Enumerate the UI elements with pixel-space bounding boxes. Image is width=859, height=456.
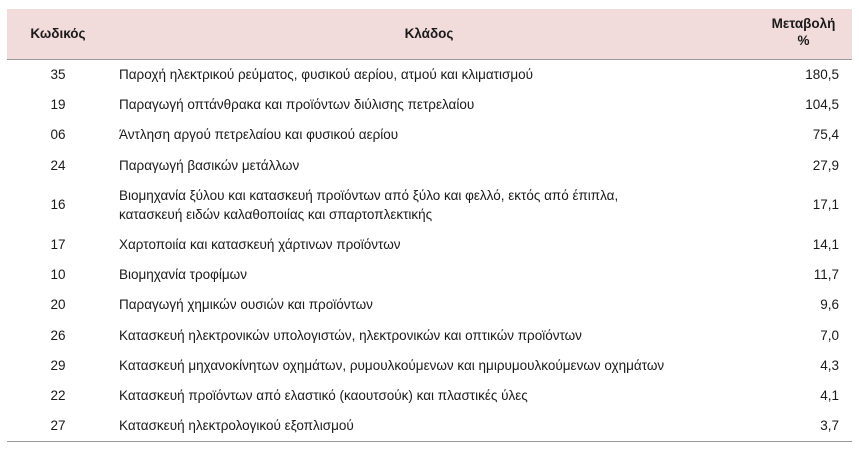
sector-change-table xyxy=(7,9,852,442)
table-row xyxy=(7,290,852,320)
header-code: Κωδικός xyxy=(7,9,109,59)
row-code: 10 xyxy=(50,267,66,283)
row-code: 06 xyxy=(50,127,66,143)
header-change-unit: % xyxy=(797,33,810,48)
table-row xyxy=(7,120,852,150)
table-body xyxy=(7,59,852,441)
row-code: 27 xyxy=(7,411,109,441)
row-change: 9,6 xyxy=(820,297,839,313)
table-row xyxy=(7,180,852,229)
row-code: 20 xyxy=(50,297,66,313)
row-change: 4,3 xyxy=(820,358,839,374)
header-sector: Κλάδος xyxy=(109,9,749,59)
row-sector: Παραγωγή βασικών μετάλλων xyxy=(119,157,300,173)
row-change: 180,5 xyxy=(805,66,839,82)
table-row xyxy=(7,320,852,350)
table-row xyxy=(7,350,852,380)
row-sector-line2: κατασκευή ειδών καλαθοποιίας και σπαρτοπλεκτικής xyxy=(119,206,433,222)
row-code: 29 xyxy=(50,358,66,374)
table-row xyxy=(7,229,852,259)
row-code: 22 xyxy=(50,388,66,404)
row-code: 17 xyxy=(50,236,66,252)
row-change: 3,7 xyxy=(749,411,852,441)
row-change: 17,1 xyxy=(812,197,839,213)
row-sector: Χαρτοποιία και κατασκευή χάρτινων προϊόντων xyxy=(119,236,401,252)
table-row xyxy=(7,150,852,180)
row-change: 4,1 xyxy=(820,388,839,404)
row-sector-line1: Βιομηχανία ξύλου και κατασκευή προϊόντων από ξύλο και φελλό, εκτός από έπιπλα, xyxy=(119,187,619,203)
table-row xyxy=(7,381,852,411)
table-row xyxy=(7,259,852,289)
header-change xyxy=(749,9,852,59)
row-code: 24 xyxy=(50,157,66,173)
row-sector: Κατασκευή προϊόντων από ελαστικό (καουτσούκ) και πλαστικές ύλες xyxy=(119,388,528,404)
row-sector xyxy=(109,180,749,229)
table-header xyxy=(7,9,852,59)
row-change: 11,7 xyxy=(813,267,839,283)
row-change: 27,9 xyxy=(812,157,839,173)
row-sector: Κατασκευή μηχανοκίνητων οχημάτων, ρυμουλκούμενων και ημιρυμουλκούμενων οχημάτων xyxy=(119,358,665,374)
header-row xyxy=(7,9,852,59)
row-sector: Παροχή ηλεκτρικού ρεύματος, φυσικού αερίου, ατμού και κλιματισμού xyxy=(119,66,534,82)
row-sector: Άντληση αργού πετρελαίου και φυσικού αερίου xyxy=(119,127,399,143)
row-code: 19 xyxy=(50,96,66,112)
row-change: 14,1 xyxy=(812,236,839,252)
row-code: 35 xyxy=(50,66,66,82)
row-code: 26 xyxy=(50,327,66,343)
row-change: 104,5 xyxy=(805,96,839,112)
row-sector: Κατασκευή ηλεκτρολογικού εξοπλισμού xyxy=(109,411,749,441)
row-sector: Βιομηχανία τροφίμων xyxy=(119,267,247,283)
header-change-label: Μεταβολή xyxy=(771,16,836,31)
row-change: 75,4 xyxy=(812,127,839,143)
table-row xyxy=(7,411,852,441)
sector-change-table-container xyxy=(7,9,852,442)
table-row xyxy=(7,59,852,89)
row-change: 7,0 xyxy=(820,327,839,343)
table-row xyxy=(7,89,852,119)
row-sector: Κατασκευή ηλεκτρονικών υπολογιστών, ηλεκτρονικών και οπτικών προϊόντων xyxy=(119,327,582,343)
row-code: 16 xyxy=(50,197,66,213)
row-sector: Παραγωγή οπτάνθρακα και προϊόντων διύλισης πετρελαίου xyxy=(119,96,475,112)
row-sector: Παραγωγή χημικών ουσιών και προϊόντων xyxy=(119,297,373,313)
